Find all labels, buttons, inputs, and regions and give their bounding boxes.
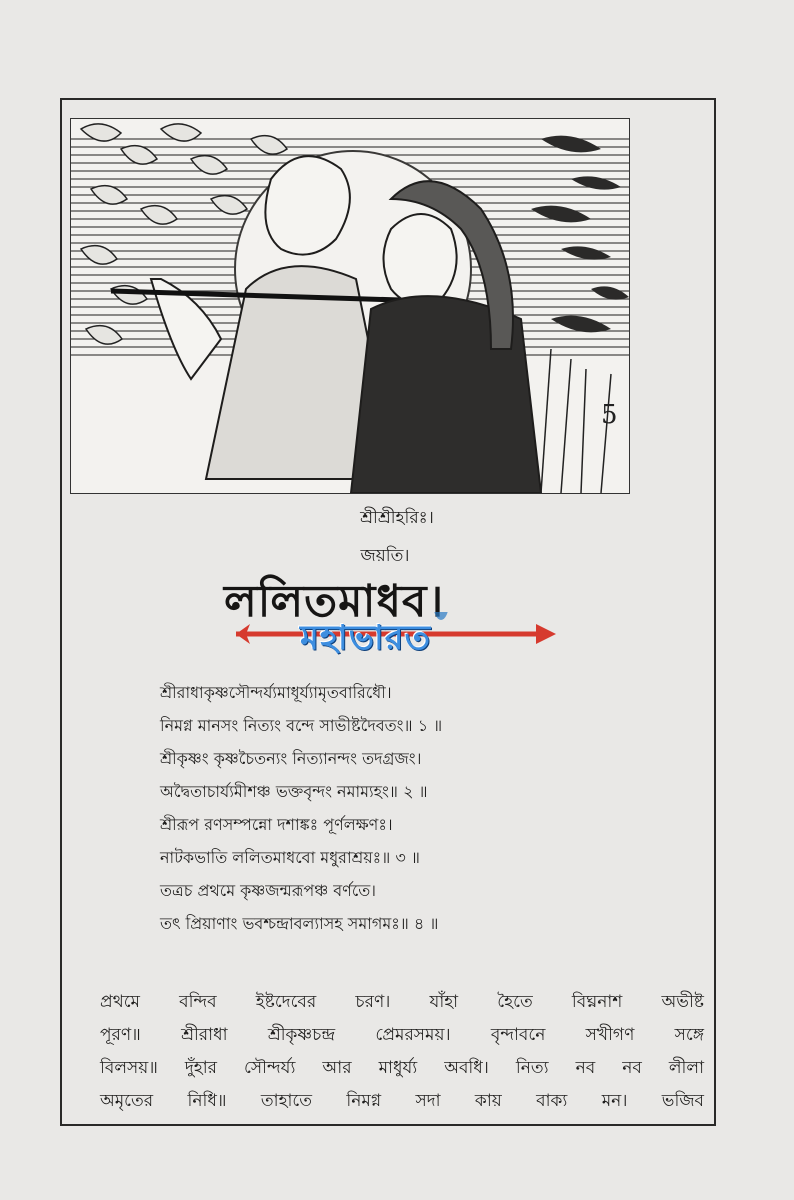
verse-line: তৎ প্রিয়াণাং ভবশ্চন্দ্রাবল্যাসহ সমাগমঃ॥ ৪ ॥: [160, 914, 439, 933]
page-title: ললিতমাধব।: [224, 576, 445, 627]
prose-line: পূরণ॥ শ্রীরাধা শ্রীকৃষ্ণচন্দ্র প্রেমরসময়। বৃন্দাবনে সখীগণ সঙ্গে: [100, 1025, 704, 1045]
peacock-feather-icon: [433, 612, 449, 620]
verse-line: নিমগ্ন মানসং নিত্যং বন্দে সাভীষ্টদৈবতং॥ ১ ॥: [160, 716, 443, 735]
invocation-line-1: শ্রীশ্রীহরিঃ।: [360, 508, 434, 528]
corner-mark: 5: [601, 400, 618, 430]
verse-line: অদ্বৈতাচার্য্যমীশঞ্চ ভক্তবৃন্দং নমাম্যহং॥ ২ ॥: [160, 782, 428, 801]
verse-block: [160, 676, 660, 940]
verse-line: শ্রীকৃষ্ণং কৃষ্ণচৈতন্যং নিত্যানন্দং তদগ্রজং।: [160, 749, 422, 768]
verse-line: শ্রীরাধাকৃষ্ণসৌন্দর্য্যমাধূর্য্যামৃতবারিধৌ।: [160, 683, 392, 702]
verse-line: তত্রচ প্রথমে কৃষ্ণজন্মরূপঞ্চ বর্ণতে।: [160, 881, 377, 900]
watermark-logo-text: মহাভারত: [300, 618, 432, 658]
verse-line: নাটকভাতি ললিতমাধবো মধুরাশ্রয়ঃ॥ ৩ ॥: [160, 848, 420, 867]
prose-paragraph: [100, 986, 704, 1118]
prose-line: প্রথমে বন্দিব ইষ্টদেবের চরণ। যাঁহা হৈতে বিঘ্ননাশ অভীষ্ট: [100, 992, 704, 1012]
radha-krishna-illustration: [70, 118, 630, 494]
verse-line: শ্রীরূপ রণসম্পন্নো দশাঙ্কঃ পূর্ণলক্ষণঃ।: [160, 815, 393, 834]
prose-line: অমৃতের নিধি॥ তাহাতে নিমগ্ন সদা কায় বাক্য মন। ভজিব: [100, 1091, 704, 1111]
invocation-line-2: জয়তি।: [360, 546, 410, 566]
prose-line: বিলসয়॥ দুঁহার সৌন্দর্য্য আর মাধুর্য্য অবধি। নিত্য নব নব লীলা: [100, 1058, 704, 1078]
